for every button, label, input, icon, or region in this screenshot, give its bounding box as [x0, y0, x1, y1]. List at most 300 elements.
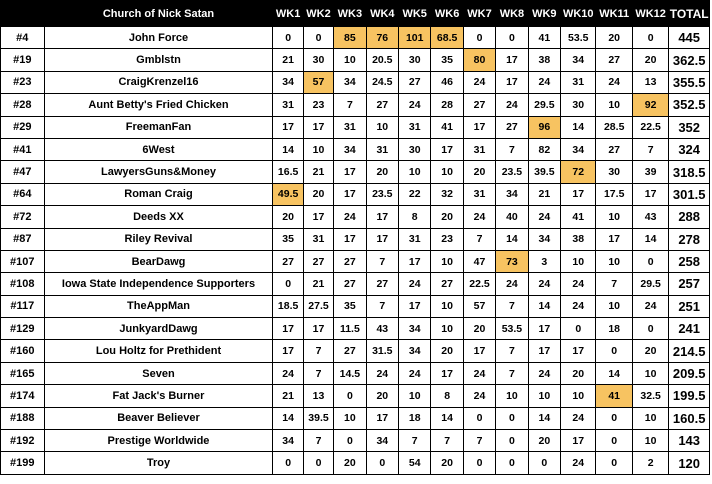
week-score-cell: 31 [463, 138, 495, 160]
week-score-cell: 20 [431, 452, 463, 474]
rank-cell: #108 [1, 273, 45, 295]
week-score-cell: 17 [303, 116, 333, 138]
week-score-cell: 28.5 [596, 116, 632, 138]
week-score-cell: 0 [463, 27, 495, 49]
week-score-cell: 17 [273, 116, 303, 138]
week-score-cell: 34 [334, 71, 366, 93]
week-score-cell: 17 [334, 161, 366, 183]
week-score-cell: 8 [431, 385, 463, 407]
week-score-cell: 0 [596, 340, 632, 362]
week-score-cell: 17 [561, 183, 596, 205]
total-cell: 362.5 [669, 49, 710, 71]
week-score-cell: 27 [596, 138, 632, 160]
week-score-cell: 24 [399, 94, 431, 116]
week-score-cell: 39 [632, 161, 668, 183]
team-name-cell: Aunt Betty's Fried Chicken [44, 94, 273, 116]
table-row [1, 206, 710, 228]
week-score-cell: 17 [528, 340, 560, 362]
week-score-cell: 24 [463, 71, 495, 93]
rank-cell: #87 [1, 228, 45, 250]
week-header: WK10 [561, 1, 596, 27]
week-score-cell: 7 [431, 430, 463, 452]
week-score-cell: 0 [528, 452, 560, 474]
week-score-cell: 101 [399, 27, 431, 49]
week-score-cell: 24 [366, 362, 398, 384]
week-score-cell: 34 [334, 138, 366, 160]
week-score-cell: 23.5 [366, 183, 398, 205]
week-score-cell: 20 [334, 452, 366, 474]
week-header: WK7 [463, 1, 495, 27]
week-header: WK3 [334, 1, 366, 27]
week-score-cell: 21 [273, 385, 303, 407]
table-body [1, 27, 710, 475]
week-score-cell: 17 [528, 318, 560, 340]
week-score-cell: 31 [399, 116, 431, 138]
week-score-cell: 0 [303, 27, 333, 49]
week-score-cell: 23 [431, 228, 463, 250]
week-score-cell: 14 [496, 228, 528, 250]
week-score-cell: 27 [366, 273, 398, 295]
week-score-cell: 34 [399, 318, 431, 340]
week-score-cell: 34 [496, 183, 528, 205]
team-name-cell: Roman Craig [44, 183, 273, 205]
week-score-cell: 10 [334, 407, 366, 429]
week-score-cell: 7 [632, 138, 668, 160]
week-score-cell: 73 [496, 250, 528, 272]
week-score-cell: 80 [463, 49, 495, 71]
rank-cell: #165 [1, 362, 45, 384]
week-score-cell: 14 [273, 138, 303, 160]
week-score-cell: 39.5 [528, 161, 560, 183]
week-score-cell: 27 [596, 49, 632, 71]
team-name-cell: Fat Jack's Burner [44, 385, 273, 407]
week-score-cell: 17 [561, 340, 596, 362]
week-score-cell: 24 [528, 362, 560, 384]
table-row [1, 183, 710, 205]
total-cell: 288 [669, 206, 710, 228]
week-score-cell: 0 [273, 27, 303, 49]
week-score-cell: 10 [596, 94, 632, 116]
week-score-cell: 21 [303, 273, 333, 295]
week-score-cell: 31 [303, 228, 333, 250]
week-score-cell: 29.5 [632, 273, 668, 295]
week-score-cell: 40 [496, 206, 528, 228]
week-score-cell: 31 [366, 138, 398, 160]
week-score-cell: 17 [632, 183, 668, 205]
table-row [1, 161, 710, 183]
rank-cell: #41 [1, 138, 45, 160]
team-name-cell: Riley Revival [44, 228, 273, 250]
week-score-cell: 7 [334, 94, 366, 116]
team-name-cell: Deeds XX [44, 206, 273, 228]
week-score-cell: 7 [366, 295, 398, 317]
week-score-cell: 10 [596, 295, 632, 317]
week-score-cell: 10 [431, 295, 463, 317]
table-row [1, 116, 710, 138]
week-score-cell: 20 [528, 430, 560, 452]
week-score-cell: 20 [561, 362, 596, 384]
week-score-cell: 27 [463, 94, 495, 116]
week-score-cell: 22.5 [463, 273, 495, 295]
week-score-cell: 17 [561, 430, 596, 452]
total-cell: 318.5 [669, 161, 710, 183]
week-score-cell: 17 [399, 250, 431, 272]
week-header: WK9 [528, 1, 560, 27]
rank-header [1, 1, 45, 27]
week-score-cell: 20 [431, 340, 463, 362]
table-row [1, 362, 710, 384]
week-score-cell: 14 [528, 295, 560, 317]
table-row [1, 273, 710, 295]
week-header: WK11 [596, 1, 632, 27]
week-score-cell: 43 [366, 318, 398, 340]
week-score-cell: 20 [596, 27, 632, 49]
week-score-cell: 17 [366, 206, 398, 228]
week-score-cell: 76 [366, 27, 398, 49]
week-score-cell: 18.5 [273, 295, 303, 317]
week-score-cell: 17 [334, 183, 366, 205]
table-row [1, 318, 710, 340]
week-score-cell: 7 [366, 250, 398, 272]
total-cell: 352 [669, 116, 710, 138]
week-score-cell: 32 [431, 183, 463, 205]
week-score-cell: 46 [431, 71, 463, 93]
week-score-cell: 24 [273, 362, 303, 384]
week-score-cell: 27 [334, 250, 366, 272]
week-score-cell: 10 [431, 318, 463, 340]
team-name-cell: CraigKrenzel16 [44, 71, 273, 93]
total-cell: 278 [669, 228, 710, 250]
week-score-cell: 54 [399, 452, 431, 474]
week-score-cell: 7 [399, 430, 431, 452]
week-score-cell: 13 [303, 385, 333, 407]
week-score-cell: 17 [303, 318, 333, 340]
week-score-cell: 0 [496, 27, 528, 49]
week-score-cell: 17 [431, 362, 463, 384]
team-name-cell: Troy [44, 452, 273, 474]
week-score-cell: 10 [431, 250, 463, 272]
total-cell: 355.5 [669, 71, 710, 93]
week-score-cell: 24 [561, 295, 596, 317]
week-score-cell: 27 [303, 250, 333, 272]
week-score-cell: 24 [528, 71, 560, 93]
total-cell: 445 [669, 27, 710, 49]
rank-cell: #28 [1, 94, 45, 116]
week-score-cell: 27 [334, 273, 366, 295]
week-score-cell: 20 [366, 161, 398, 183]
week-score-cell: 14.5 [334, 362, 366, 384]
week-score-cell: 0 [463, 407, 495, 429]
week-score-cell: 35 [431, 49, 463, 71]
week-score-cell: 39.5 [303, 407, 333, 429]
week-score-cell: 38 [528, 49, 560, 71]
week-score-cell: 34 [273, 430, 303, 452]
header-row [1, 1, 710, 27]
week-score-cell: 17 [366, 407, 398, 429]
week-score-cell: 14 [528, 407, 560, 429]
total-header: TOTAL [669, 1, 710, 27]
week-score-cell: 17.5 [596, 183, 632, 205]
week-score-cell: 20 [303, 183, 333, 205]
week-score-cell: 14 [273, 407, 303, 429]
week-score-cell: 68.5 [431, 27, 463, 49]
week-score-cell: 31 [399, 228, 431, 250]
table-row [1, 430, 710, 452]
week-score-cell: 34 [528, 228, 560, 250]
week-score-cell: 85 [334, 27, 366, 49]
week-score-cell: 31.5 [366, 340, 398, 362]
week-score-cell: 7 [303, 340, 333, 362]
week-score-cell: 24 [334, 206, 366, 228]
week-score-cell: 10 [561, 385, 596, 407]
week-score-cell: 41 [431, 116, 463, 138]
week-score-cell: 10 [496, 385, 528, 407]
week-score-cell: 10 [399, 161, 431, 183]
week-score-cell: 21 [303, 161, 333, 183]
week-score-cell: 0 [632, 27, 668, 49]
week-score-cell: 10 [303, 138, 333, 160]
week-score-cell: 27.5 [303, 295, 333, 317]
week-score-cell: 35 [273, 228, 303, 250]
week-score-cell: 34 [561, 138, 596, 160]
week-score-cell: 34 [366, 430, 398, 452]
team-name-cell: John Force [44, 27, 273, 49]
week-score-cell: 24 [561, 452, 596, 474]
week-score-cell: 18 [596, 318, 632, 340]
week-score-cell: 24 [528, 273, 560, 295]
week-score-cell: 0 [303, 452, 333, 474]
week-score-cell: 38 [561, 228, 596, 250]
week-score-cell: 22 [399, 183, 431, 205]
rank-cell: #192 [1, 430, 45, 452]
total-cell: 199.5 [669, 385, 710, 407]
week-score-cell: 27 [431, 273, 463, 295]
week-score-cell: 11.5 [334, 318, 366, 340]
week-score-cell: 43 [632, 206, 668, 228]
total-cell: 324 [669, 138, 710, 160]
rank-cell: #72 [1, 206, 45, 228]
week-score-cell: 10 [632, 407, 668, 429]
week-score-cell: 17 [463, 340, 495, 362]
week-score-cell: 10 [334, 49, 366, 71]
week-score-cell: 92 [632, 94, 668, 116]
week-score-cell: 20 [463, 318, 495, 340]
week-score-cell: 34 [561, 49, 596, 71]
week-score-cell: 20 [366, 385, 398, 407]
week-score-cell: 28 [431, 94, 463, 116]
table-row [1, 94, 710, 116]
week-score-cell: 31 [463, 183, 495, 205]
total-cell: 258 [669, 250, 710, 272]
week-score-cell: 17 [496, 49, 528, 71]
week-score-cell: 17 [273, 318, 303, 340]
week-score-cell: 49.5 [273, 183, 303, 205]
week-score-cell: 17 [334, 228, 366, 250]
week-score-cell: 8 [399, 206, 431, 228]
week-header: WK1 [273, 1, 303, 27]
week-score-cell: 31 [273, 94, 303, 116]
week-score-cell: 27 [399, 71, 431, 93]
week-score-cell: 20 [632, 340, 668, 362]
week-score-cell: 96 [528, 116, 560, 138]
week-score-cell: 7 [463, 228, 495, 250]
week-score-cell: 3 [528, 250, 560, 272]
team-name-cell: TheAppMan [44, 295, 273, 317]
total-cell: 143 [669, 430, 710, 452]
week-score-cell: 0 [596, 452, 632, 474]
week-score-cell: 30 [303, 49, 333, 71]
week-score-cell: 32.5 [632, 385, 668, 407]
week-score-cell: 41 [596, 385, 632, 407]
table-row [1, 27, 710, 49]
table-row [1, 71, 710, 93]
week-score-cell: 10 [596, 206, 632, 228]
total-cell: 301.5 [669, 183, 710, 205]
week-header: WK12 [632, 1, 668, 27]
week-score-cell: 24 [632, 295, 668, 317]
week-score-cell: 17 [303, 206, 333, 228]
total-cell: 257 [669, 273, 710, 295]
rank-cell: #129 [1, 318, 45, 340]
week-score-cell: 0 [463, 452, 495, 474]
week-score-cell: 0 [561, 318, 596, 340]
week-score-cell: 17 [463, 116, 495, 138]
week-score-cell: 10 [431, 161, 463, 183]
rank-cell: #160 [1, 340, 45, 362]
week-score-cell: 27 [496, 116, 528, 138]
week-score-cell: 13 [632, 71, 668, 93]
rank-cell: #23 [1, 71, 45, 93]
week-score-cell: 24 [596, 71, 632, 93]
week-score-cell: 0 [496, 407, 528, 429]
week-score-cell: 20 [463, 161, 495, 183]
week-score-cell: 17 [273, 340, 303, 362]
week-score-cell: 14 [596, 362, 632, 384]
week-score-cell: 30 [399, 138, 431, 160]
week-score-cell: 14 [561, 116, 596, 138]
week-score-cell: 47 [463, 250, 495, 272]
week-score-cell: 7 [496, 340, 528, 362]
rank-cell: #117 [1, 295, 45, 317]
table-row [1, 407, 710, 429]
week-score-cell: 30 [596, 161, 632, 183]
week-header: WK5 [399, 1, 431, 27]
rank-cell: #19 [1, 49, 45, 71]
table-row [1, 228, 710, 250]
week-score-cell: 20 [632, 49, 668, 71]
rank-cell: #188 [1, 407, 45, 429]
team-name-cell: 6West [44, 138, 273, 160]
week-score-cell: 14 [632, 228, 668, 250]
week-score-cell: 24 [496, 94, 528, 116]
rank-cell: #107 [1, 250, 45, 272]
week-score-cell: 17 [596, 228, 632, 250]
week-score-cell: 29.5 [528, 94, 560, 116]
week-score-cell: 0 [632, 318, 668, 340]
week-score-cell: 22.5 [632, 116, 668, 138]
week-header: WK2 [303, 1, 333, 27]
week-score-cell: 24 [463, 362, 495, 384]
week-score-cell: 24 [463, 385, 495, 407]
table-row [1, 452, 710, 474]
team-name-cell: Prestige Worldwide [44, 430, 273, 452]
week-score-cell: 10 [366, 116, 398, 138]
table-row [1, 385, 710, 407]
week-score-cell: 21 [528, 183, 560, 205]
table-row [1, 138, 710, 160]
week-score-cell: 0 [334, 385, 366, 407]
week-score-cell: 10 [528, 385, 560, 407]
week-score-cell: 41 [561, 206, 596, 228]
week-score-cell: 0 [596, 430, 632, 452]
week-score-cell: 10 [399, 385, 431, 407]
week-score-cell: 24 [399, 273, 431, 295]
week-score-cell: 0 [334, 430, 366, 452]
total-cell: 160.5 [669, 407, 710, 429]
week-score-cell: 57 [463, 295, 495, 317]
week-score-cell: 7 [303, 362, 333, 384]
week-score-cell: 17 [431, 138, 463, 160]
rank-cell: #29 [1, 116, 45, 138]
week-score-cell: 24 [496, 273, 528, 295]
week-score-cell: 16.5 [273, 161, 303, 183]
week-score-cell: 20.5 [366, 49, 398, 71]
total-cell: 251 [669, 295, 710, 317]
total-cell: 209.5 [669, 362, 710, 384]
week-score-cell: 0 [273, 273, 303, 295]
team-name-cell: FreemanFan [44, 116, 273, 138]
total-cell: 352.5 [669, 94, 710, 116]
week-score-cell: 7 [596, 273, 632, 295]
week-score-cell: 31 [561, 71, 596, 93]
week-header: WK4 [366, 1, 398, 27]
week-score-cell: 10 [632, 362, 668, 384]
week-score-cell: 17 [366, 228, 398, 250]
table-row [1, 295, 710, 317]
table-row [1, 49, 710, 71]
team-name-cell: LawyersGuns&Money [44, 161, 273, 183]
week-header: WK6 [431, 1, 463, 27]
total-cell: 241 [669, 318, 710, 340]
week-score-cell: 31 [334, 116, 366, 138]
week-score-cell: 27 [273, 250, 303, 272]
team-name-cell: Lou Holtz for Prethident [44, 340, 273, 362]
team-name-cell: Beaver Believer [44, 407, 273, 429]
week-score-cell: 0 [596, 407, 632, 429]
week-score-cell: 2 [632, 452, 668, 474]
rank-cell: #174 [1, 385, 45, 407]
total-cell: 214.5 [669, 340, 710, 362]
rank-cell: #47 [1, 161, 45, 183]
rank-cell: #4 [1, 27, 45, 49]
week-score-cell: 72 [561, 161, 596, 183]
week-score-cell: 0 [496, 430, 528, 452]
week-score-cell: 24 [528, 206, 560, 228]
week-score-cell: 24 [561, 273, 596, 295]
week-score-cell: 0 [632, 250, 668, 272]
week-score-cell: 34 [273, 71, 303, 93]
week-score-cell: 0 [273, 452, 303, 474]
week-score-cell: 34 [399, 340, 431, 362]
week-score-cell: 23 [303, 94, 333, 116]
week-score-cell: 24.5 [366, 71, 398, 93]
week-score-cell: 27 [366, 94, 398, 116]
week-score-cell: 7 [303, 430, 333, 452]
week-score-cell: 53.5 [561, 27, 596, 49]
week-score-cell: 7 [463, 430, 495, 452]
team-name-cell: JunkyardDawg [44, 318, 273, 340]
team-name-cell: Seven [44, 362, 273, 384]
